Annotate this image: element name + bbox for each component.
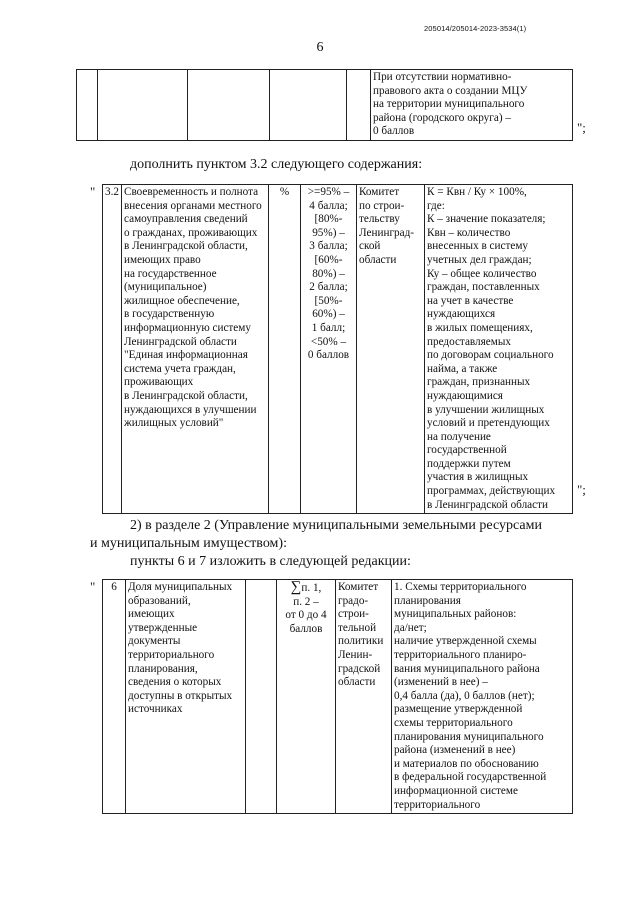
text-line: граждан, поставленных	[427, 281, 540, 294]
table-cell	[188, 70, 270, 141]
text-line: территориального планиро-	[394, 648, 527, 661]
item-number: 6	[103, 580, 126, 814]
text-line: на получение	[427, 430, 491, 443]
text-line: по строи-	[359, 199, 405, 212]
text-line: о гражданах, проживающих	[124, 226, 258, 239]
open-quote: "	[90, 184, 96, 199]
score-cell	[277, 580, 336, 814]
text-line: сведения о которых	[128, 676, 222, 689]
text-line: 1. Схемы территориального	[394, 581, 527, 593]
text-line: и материалов по обоснованию	[394, 757, 539, 770]
text-line: нуждающимися	[427, 389, 503, 402]
text-line: планирования,	[128, 662, 198, 675]
text-line: вания муниципального района	[394, 662, 540, 675]
text-line: жилищное обеспечение,	[124, 294, 240, 307]
text-line: правового акта о создании МЦУ	[373, 84, 528, 97]
description-cell	[371, 70, 573, 141]
text-line: внесенных в систему	[427, 240, 528, 253]
text-line: планирования	[394, 594, 461, 607]
paragraph-section-2-line2: и муниципальным имуществом):	[90, 536, 287, 551]
text-line: градской	[338, 662, 381, 675]
text-line: К – значение показателя;	[427, 213, 546, 226]
text-line: система учета граждан,	[124, 362, 236, 375]
text-line: Своевременность и полнота	[124, 186, 259, 198]
text-line: политики	[338, 635, 384, 648]
text-line: условий и претендующих	[427, 417, 550, 430]
table-cell	[77, 70, 98, 141]
text-line: найма, а также	[427, 362, 498, 375]
text-line: "Единая информационная	[124, 349, 248, 362]
text-line: государственной	[427, 444, 507, 457]
text-line: (изменений в нее) –	[394, 676, 488, 689]
text-line: внесения органами местного	[124, 199, 262, 212]
indicator-name	[122, 185, 269, 514]
text-line: Ленинград-	[359, 226, 415, 239]
text-line: 1 балл;	[311, 321, 346, 334]
text-line: баллов	[289, 622, 323, 635]
text-line: территориального	[128, 648, 215, 661]
text-line: в жилых помещениях,	[427, 321, 533, 334]
text-line: п. 1,	[301, 582, 322, 594]
close-quote: ";	[577, 482, 586, 497]
text-line: района (городского округа) –	[373, 111, 511, 124]
text-line: [60%-	[314, 253, 343, 266]
text-line: нуждающихся в улучшении	[124, 403, 257, 416]
formula-cell	[425, 185, 573, 514]
text-line: в Ленинградской области	[427, 498, 548, 511]
text-line: нуждающихся	[427, 308, 496, 321]
text-line: тельной	[338, 621, 377, 634]
text-line: на государственное	[124, 267, 217, 280]
text-line: в улучшении жилищных	[427, 403, 545, 416]
text-line: При отсутствии нормативно-	[373, 71, 512, 83]
description-cell	[392, 580, 573, 814]
sum-symbol: ∑	[290, 579, 302, 595]
text-line: Ленин-	[338, 648, 373, 661]
document-id: 205014/205014-2023-3534(1)	[424, 24, 527, 33]
text-line: планирования муниципального	[394, 730, 544, 743]
text-line: (муниципальное)	[124, 281, 207, 294]
text-line: да/нет;	[394, 621, 427, 634]
text-line: К = Квн / Ку × 100%,	[427, 186, 527, 198]
table-cell	[98, 70, 188, 141]
text-line: строи-	[338, 608, 369, 621]
text-line: размещение утвержденной	[394, 703, 523, 716]
text-line: 3 балла;	[309, 240, 348, 253]
text-line: утвержденные	[128, 621, 198, 634]
text-line: 2 балла;	[309, 281, 348, 294]
close-quote: ";	[577, 120, 586, 135]
text-line: области	[338, 676, 376, 689]
paragraph-items-6-7: пункты 6 и 7 изложить в следующей редакции:	[130, 554, 411, 569]
text-line: градо-	[338, 594, 369, 607]
responsible-org	[336, 580, 392, 814]
text-line: предоставляемых	[427, 335, 511, 348]
text-line: 80%) –	[312, 267, 345, 280]
table-cell	[246, 580, 277, 814]
table-cell	[270, 70, 347, 141]
text-line: Комитет	[359, 186, 400, 198]
text-line: жилищных условий"	[124, 417, 224, 430]
responsible-org	[357, 185, 425, 514]
text-line: Комитет	[338, 581, 379, 593]
text-line: 0 баллов	[373, 125, 415, 138]
text-line: в государственную	[124, 308, 215, 321]
paragraph-section-2-line1: 2) в разделе 2 (Управление муниципальными земельными ресурсами	[130, 518, 542, 533]
text-line: документы	[128, 635, 181, 648]
text-line: Ку – общее количество	[427, 267, 537, 280]
page-number: 6	[316, 40, 324, 55]
text-line: доступны в открытых	[128, 689, 233, 702]
text-line: 0 баллов	[307, 349, 350, 362]
text-line: на учет в качестве	[427, 294, 514, 307]
open-quote: "	[90, 579, 96, 594]
text-line: проживающих	[124, 376, 194, 389]
text-line: на территории муниципального	[373, 98, 525, 111]
text-line: где:	[427, 199, 445, 212]
text-line: 4 балла;	[309, 199, 348, 212]
text-line: в федеральной государственной	[394, 771, 547, 784]
text-line: имеющих право	[124, 253, 201, 266]
text-line: Доля муниципальных	[128, 581, 233, 593]
table-item-6	[102, 579, 573, 814]
text-line: 0,4 балла (да), 0 баллов (нет);	[394, 689, 535, 702]
text-line: в Ленинградской области,	[124, 389, 248, 402]
text-line: имеющих	[128, 608, 175, 621]
text-line: [80%-	[314, 213, 343, 226]
text-line: участия в жилищных	[427, 471, 529, 484]
text-line: источниках	[128, 703, 183, 716]
table-continuation	[76, 69, 573, 141]
text-line: информационной системе	[394, 784, 518, 797]
text-line: в Ленинградской области,	[124, 240, 248, 253]
text-line: <50% –	[310, 335, 347, 348]
text-line: ской	[359, 240, 381, 253]
text-line: поддержки путем	[427, 457, 511, 470]
indicator-name	[126, 580, 246, 814]
text-line: п. 2 –	[293, 595, 319, 608]
text-line: Квн – количество	[427, 226, 511, 239]
item-number: 3.2	[103, 185, 122, 514]
text-line: 95%) –	[312, 226, 345, 239]
text-line: муниципальных районов:	[394, 608, 517, 621]
text-line: наличие утвержденной схемы	[394, 635, 537, 648]
text-line: области	[359, 253, 397, 266]
text-line: схемы территориального	[394, 716, 513, 729]
text-line: информационную систему	[124, 321, 251, 334]
paragraph-add-item: дополнить пунктом 3.2 следующего содержания:	[130, 157, 423, 172]
text-line: [50%-	[314, 294, 343, 307]
text-line: района (изменений в нее)	[394, 744, 516, 757]
text-line: тельству	[359, 213, 400, 226]
text-line: территориального	[394, 798, 481, 811]
table-cell	[347, 70, 371, 141]
text-line: учетных дел граждан;	[427, 253, 532, 266]
text-line: 60%) –	[312, 308, 345, 321]
text-line: по договорам социального	[427, 349, 554, 362]
text-line: >=95% –	[307, 186, 350, 198]
table-item-3-2	[102, 184, 573, 514]
text-line: программах, действующих	[427, 485, 556, 498]
text-line: от 0 до 4	[285, 609, 327, 622]
text-line: граждан, признанных	[427, 376, 531, 389]
text-line: Ленинградской области	[124, 335, 237, 348]
text-line: самоуправления сведений	[124, 213, 248, 226]
unit-cell: %	[269, 185, 301, 514]
score-cell	[301, 185, 357, 514]
text-line: образований,	[128, 594, 191, 607]
